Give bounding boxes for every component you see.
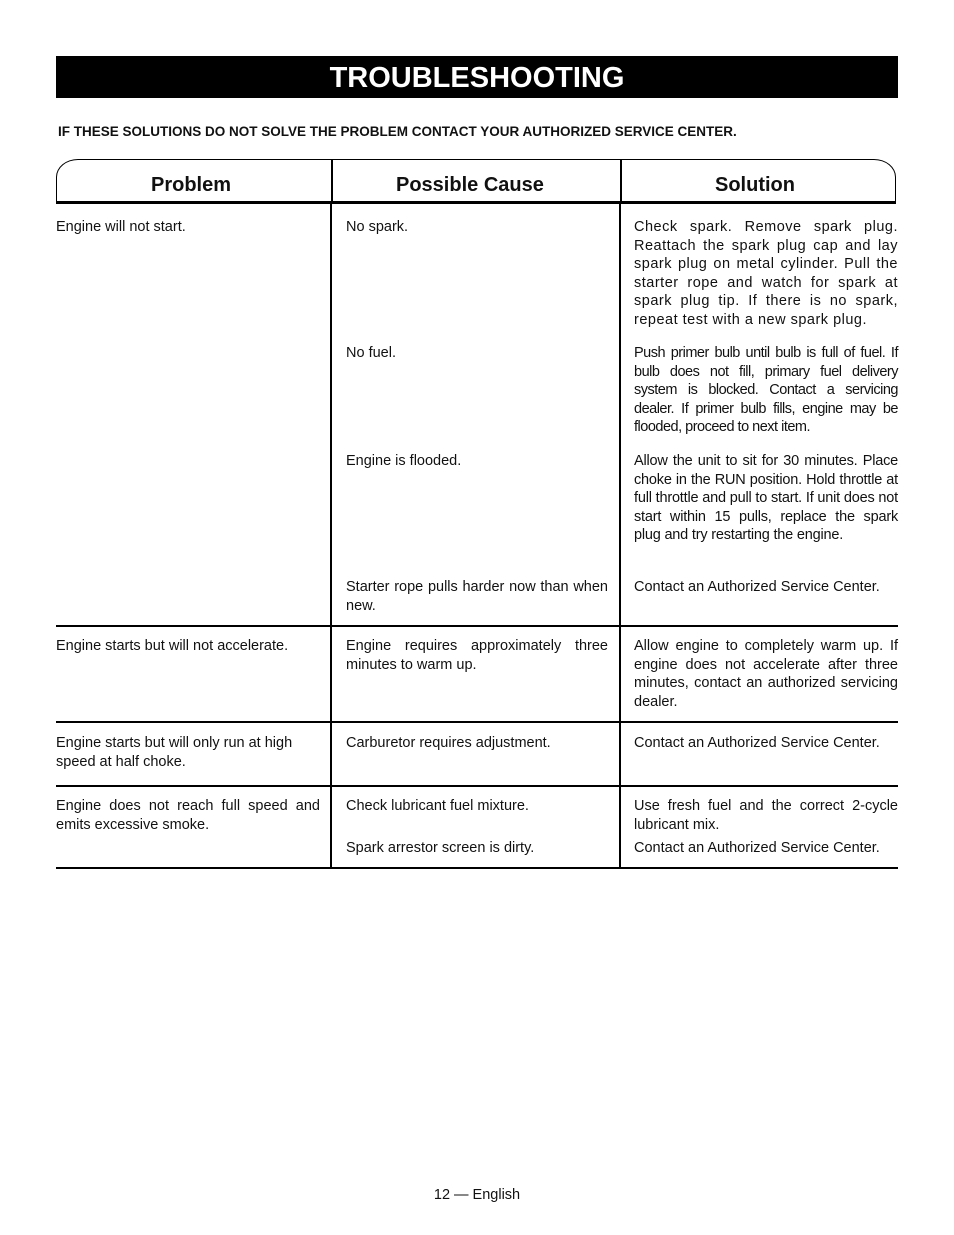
row-separator bbox=[56, 785, 898, 787]
cause-cell: Check lubricant fuel mixture. bbox=[346, 798, 529, 814]
row-separator bbox=[56, 625, 898, 627]
solution-cell: Check spark. Remove spark plug. Reattach the spark plug cap and lay spark plug on metal cylinder. Pull the starter rope and watch for spark at spark plug tip. If there is no spark, repeat test with a new spark plug. bbox=[634, 219, 898, 328]
cause-cell: No fuel. bbox=[346, 345, 396, 361]
problem-cell: Engine starts but will not accelerate. bbox=[56, 638, 289, 654]
solution-cell: Use fresh fuel and the correct 2-cycle lubricant mix. bbox=[634, 798, 898, 833]
row-separator bbox=[56, 867, 898, 869]
solution-cell: Contact an Authorized Service Center. bbox=[634, 735, 880, 751]
solution-cell: Allow the unit to sit for 30 minutes. Place choke in the RUN position. Hold throttle at full throttle and pull to start. If unit does not start within 15 pulls, replace the spark plug and try restarting the engine. bbox=[634, 453, 898, 544]
cause-cell: No spark. bbox=[346, 219, 409, 235]
service-notice: IF THESE SOLUTIONS DO NOT SOLVE THE PROBLEM CONTACT YOUR AUTHORIZED SERVICE CENTER. bbox=[58, 124, 737, 139]
header-problem: Problem bbox=[151, 174, 232, 196]
cause-cell: Carburetor requires adjustment. bbox=[346, 735, 551, 751]
page-title: TROUBLESHOOTING bbox=[56, 56, 898, 98]
cause-cell: Engine is flooded. bbox=[346, 453, 462, 469]
column-divider bbox=[330, 204, 332, 869]
problem-cell: Engine does not reach full speed and emits excessive smoke. bbox=[56, 798, 320, 833]
solution-cell: Allow engine to completely warm up. If engine does not accelerate after three minutes, contact an authorized servicing dealer. bbox=[634, 638, 898, 710]
cause-cell: Starter rope pulls harder now than when new. bbox=[346, 579, 608, 614]
header-divider bbox=[620, 160, 622, 201]
table-header bbox=[56, 159, 896, 204]
header-possible-cause: Possible Cause bbox=[396, 174, 544, 196]
cause-cell: Spark arrestor screen is dirty. bbox=[346, 840, 535, 856]
row-separator bbox=[56, 721, 898, 723]
problem-cell: Engine will not start. bbox=[56, 219, 186, 235]
column-divider bbox=[619, 204, 621, 869]
solution-cell: Push primer bulb until bulb is full of fuel. If bulb does not fill, primary fuel delivery system is blocked. Contact a servicing dealer. If primer bulb fills, engine may be flooded, proceed to next item. bbox=[634, 345, 898, 436]
cause-cell: Engine requires approximately three minutes to warm up. bbox=[346, 638, 608, 673]
solution-cell: Contact an Authorized Service Center. bbox=[634, 579, 880, 595]
header-divider bbox=[331, 160, 333, 201]
solution-cell: Contact an Authorized Service Center. bbox=[634, 840, 880, 856]
page-footer: 12 — English bbox=[433, 1187, 521, 1203]
problem-cell: Engine starts but will only run at high speed at half choke. bbox=[56, 735, 293, 770]
header-solution: Solution bbox=[715, 174, 795, 196]
